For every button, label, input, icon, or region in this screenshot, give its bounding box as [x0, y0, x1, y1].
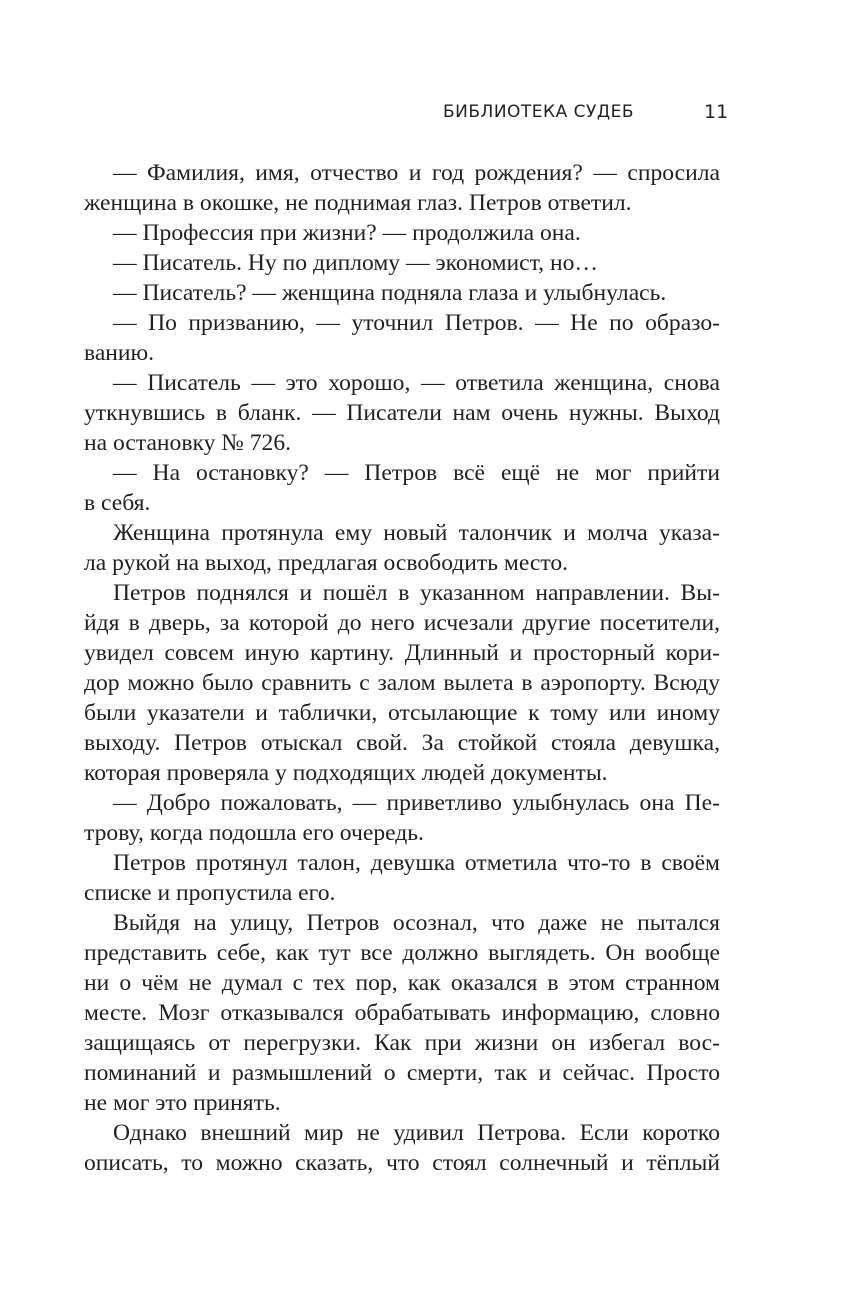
text-line: — Писатель — это хорошо, — ответила женщина, снова [113, 370, 720, 396]
text-line: уткнувшись в бланк. — Писатели нам очень нужны. Выход [84, 400, 720, 426]
text-line: трову, когда подошла его очередь. [84, 820, 424, 846]
text-line: месте. Мозг отказывался обрабатывать информацию, словно [84, 1000, 720, 1026]
text-line: на остановку № 726. [84, 430, 292, 456]
text-line: представить себе, как тут все должно выглядеть. Он вообще [84, 940, 720, 966]
text-line: выходу. Петров отыскал свой. За стойкой стояла девушка, [84, 730, 720, 756]
text-line: списке и пропустила его. [84, 880, 336, 906]
text-line: — По призванию, — уточнил Петров. — Не по образо- [113, 310, 720, 336]
text-line: которая проверяла у подходящих людей документы. [84, 760, 608, 786]
text-line: поминаний и размышлений о смерти, так и сейчас. Просто [84, 1060, 720, 1086]
body-text [84, 158, 720, 1178]
running-title: БИБЛИОТЕКА СУДЕБ [443, 102, 635, 122]
text-line: — Профессия при жизни? — продолжила она. [113, 220, 581, 246]
text-line: Петров протянул талон, девушка отметила что-то в своём [113, 850, 720, 876]
text-line: женщина в окошке, не поднимая глаз. Петров ответил. [84, 190, 632, 216]
text-line: увидел совсем иную картину. Длинный и просторный кори- [84, 640, 720, 666]
page-header [0, 99, 844, 129]
text-line: не мог это принять. [84, 1090, 281, 1116]
text-line: Однако внешний мир не удивил Петрова. Если коротко [113, 1120, 720, 1146]
text-line: защищаясь от перегрузки. Как при жизни он избегал вос- [84, 1030, 720, 1056]
text-line: описать, то можно сказать, что стоял солнечный и тёплый [84, 1150, 720, 1176]
text-line: — Писатель? — женщина подняла глаза и улыбнулась. [113, 280, 667, 306]
text-line: Выйдя на улицу, Петров осознал, что даже не пытался [113, 910, 720, 936]
text-line: йдя в дверь, за которой до него исчезали другие посетители, [84, 610, 720, 636]
text-line: были указатели и таблички, отсылающие к тому или иному [84, 700, 720, 726]
text-line: ванию. [84, 340, 155, 366]
text-line: — Добро пожаловать, — приветливо улыбнулась она Пе- [113, 790, 720, 816]
text-line: — Фамилия, имя, отчество и год рождения? — спросила [113, 160, 720, 186]
text-line: ни о чём не думал с тех пор, как оказался в этом странном [84, 970, 720, 996]
page-number: 11 [704, 101, 729, 123]
text-line: ла рукой на выход, предлагая освободить место. [84, 550, 569, 576]
text-line: в себя. [84, 490, 151, 516]
text-line: — Писатель. Ну по диплому — экономист, но… [113, 250, 598, 276]
text-line: Женщина протянула ему новый талончик и молча указа- [113, 520, 720, 546]
text-line: Петров поднялся и пошёл в указанном направлении. Вы- [113, 580, 720, 606]
text-line: дор можно было сравнить с залом вылета в аэропорту. Всюду [84, 670, 720, 696]
text-line: — На остановку? — Петров всё ещё не мог прийти [113, 460, 720, 486]
